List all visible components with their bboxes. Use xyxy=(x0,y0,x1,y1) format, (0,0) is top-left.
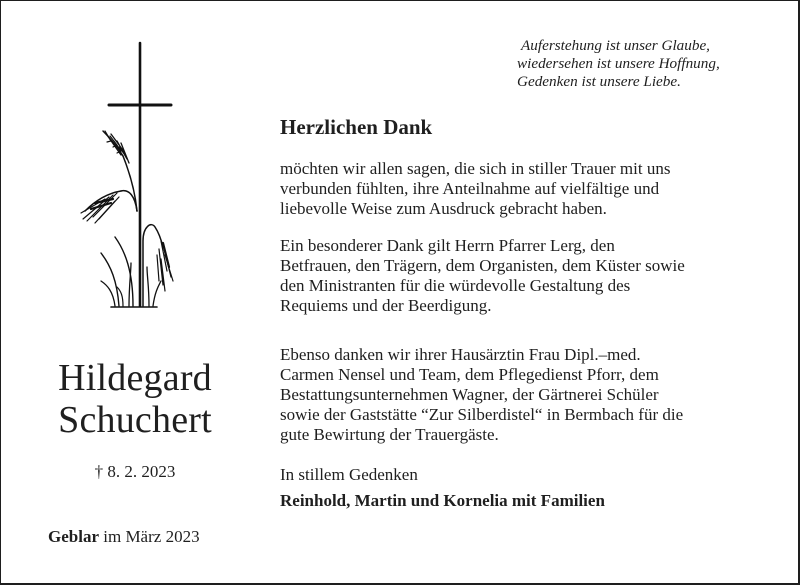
paragraph-further-thanks xyxy=(280,345,683,445)
place-name: Geblar xyxy=(48,527,99,546)
closing-phrase: In stillem Gedenken xyxy=(280,465,418,484)
text-line: Ein besonderer Dank gilt Herrn Pfarrer Lerg, den xyxy=(280,236,615,255)
text-line: Carmen Nensel und Team, dem Pflegedienst Pforr, dem xyxy=(280,365,659,384)
text-line: den Ministranten für die würdevolle Gestaltung des xyxy=(280,276,631,295)
text-line: Bestattungsunternehmen Wagner, der Gärtnerei Schüler xyxy=(280,385,659,404)
text-line: verbunden fühlten, ihre Anteilnahme auf vielfältige und xyxy=(280,179,660,198)
text-line: Requiems und der Beerdigung. xyxy=(280,296,492,315)
text-line: möchten wir allen sagen, die sich in stiller Trauer mit uns xyxy=(280,159,671,178)
death-date: † 8. 2. 2023 xyxy=(94,462,176,481)
paragraph-special-thanks xyxy=(280,236,685,316)
text-line: Ebenso danken wir ihrer Hausärztin Frau Dipl.–med. xyxy=(280,345,641,364)
motto-quote xyxy=(517,37,787,91)
notice-date: im März 2023 xyxy=(103,527,200,546)
notice-heading: Herzlichen Dank xyxy=(280,115,433,139)
deceased-last-name: Schuchert xyxy=(58,399,212,441)
motto-line: wiedersehen ist unsere Hoffnung, xyxy=(517,55,720,72)
signers: Reinhold, Martin und Kornelia mit Familien xyxy=(280,491,605,510)
deceased-name xyxy=(35,357,235,441)
motto-line: Auferstehung ist unser Glaube, xyxy=(521,37,710,54)
deceased-first-name: Hildegard xyxy=(58,357,212,399)
place-and-date xyxy=(48,527,200,547)
cross-with-wheat-icon xyxy=(77,41,187,311)
text-line: liebevolle Weise zum Ausdruck gebracht haben. xyxy=(280,199,607,218)
paragraph-thanks xyxy=(280,159,670,219)
text-line: Betfrauen, den Trägern, dem Organisten, dem Küster sowie xyxy=(280,256,685,275)
text-line: gute Bewirtung der Trauergäste. xyxy=(280,425,499,444)
motto-line: Gedenken ist unsere Liebe. xyxy=(517,73,681,90)
text-line: sowie der Gaststätte “Zur Silberdistel“ in Bermbach für die xyxy=(280,405,684,424)
